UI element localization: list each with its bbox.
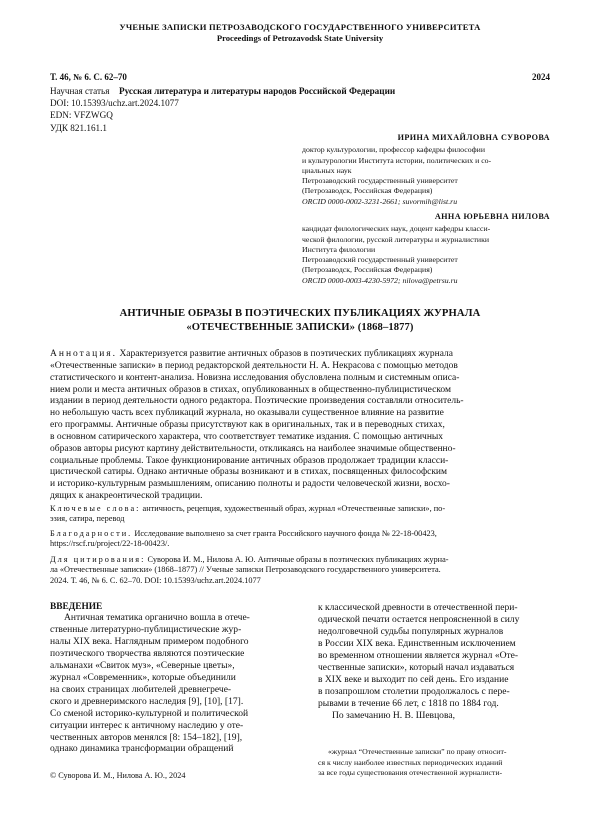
article-title-line-2: «ОТЕЧЕСТВЕННЫЕ ЗАПИСКИ» (1868–1877) <box>186 322 414 333</box>
author-block-2 <box>302 212 550 286</box>
article-section: Русская литература и литературы народов Российской Федерации <box>119 86 396 96</box>
abstract-line: в основном сатирического характера, что соответствует тематике издания. С помощью античных <box>50 431 444 442</box>
abstract-line: социальные проблемы. Такое функционирование античных образов продолжает традиции класси- <box>50 455 449 466</box>
acknowledgments-label: Благодарности. <box>50 529 133 538</box>
abstract-line: и историко-культурным размышлениям, описанию полноты и радости человеческой жизни, восхо- <box>50 479 450 490</box>
body-line: однако динамика трансформации обращений <box>50 743 234 755</box>
author-block-1 <box>302 133 550 207</box>
body-line: одической печати остается непроясненной в силу <box>318 613 520 625</box>
abstract-line: образов авторы рисуют картину действительности, откликаясь на наиболее значимые общественно- <box>50 443 456 454</box>
body-line: ского и древнеримского наследия [9], [10], [17]. <box>50 695 244 707</box>
author-name: ИРИНА МИХАЙЛОВНА СУВОРОВА <box>397 133 550 142</box>
body-line: в позапрошлом столетии продолжалось с пере- <box>318 685 510 697</box>
author-affiliation-line: доктор культурологии, профессор кафедры философии <box>302 145 486 155</box>
keywords <box>50 504 550 525</box>
body-line: поэтического творчества являются поэтические <box>50 647 245 659</box>
volume-info: Т. 46, № 6. С. 62–70 <box>50 72 127 82</box>
article-title <box>50 307 550 335</box>
author-affiliation-line: (Петрозаводск, Российская Федерация) <box>302 265 433 275</box>
article-title-line-1: АНТИЧНЫЕ ОБРАЗЫ В ПОЭТИЧЕСКИХ ПУБЛИКАЦИЯХ ЖУРНАЛА <box>119 308 481 319</box>
journal-subtitle: Proceedings of Petrozavodsk State University <box>216 33 384 43</box>
abstract-line: но небольшую часть всех публикаций журнала, но оказывали существенное влияние на развитие <box>50 408 444 419</box>
body-line: в России XIX века. Единственным исключением <box>318 637 516 649</box>
body-column-right <box>318 602 550 722</box>
author-affiliation-line: циальных наук <box>302 165 352 175</box>
citation-text: Суворова И. М., Нилова А. Ю. Античные образы в поэтических публикациях журна- <box>145 555 449 564</box>
quote-line: за все годы существования отечественной журналисти- <box>318 768 503 778</box>
journal-header <box>0 22 600 44</box>
acknowledgments-text: Исследование выполнено за счет гранта Российского научного фонда № 22-18-00423, <box>132 529 437 538</box>
body-line: недолговечной судьбы популярных журналов <box>318 625 504 637</box>
article-type-row <box>50 85 550 97</box>
acknowledgments <box>50 529 550 550</box>
author-affiliation-line: и культурологии Института истории, политических и со- <box>302 155 492 165</box>
body-line: рывами в течение 66 лет, с 1818 по 1884 год. <box>318 697 499 709</box>
citation-label: Для цитирования: <box>50 555 146 564</box>
copyright: © Суворова И. М., Нилова А. Ю., 2024 <box>50 771 186 780</box>
abstract-line: его программы. Античные образы присутствуют как в оригинальных, так и в переводных стихах, <box>50 420 445 431</box>
author-orcid-email[interactable]: ORCID 0000-0002-3231-2661; suvormih@list.ru <box>302 196 458 206</box>
journal-title: УЧЕНЫЕ ЗАПИСКИ ПЕТРОЗАВОДСКОГО ГОСУДАРСТВЕННОГО УНИВЕРСИТЕТА <box>119 22 481 32</box>
citation-text: ла «Отечественные записки» (1868–1877) // Ученые записки Петрозаводского государственного университета. <box>50 565 441 575</box>
abstract-line: цистической сатиры. Однако античные образы возникают и в стихах, посвященных философским <box>50 467 448 478</box>
block-quote <box>318 747 550 779</box>
abstract-line: нием роли и места античных образов в стихах, опубликованных в общественно-публицистическом <box>50 384 451 395</box>
citation-text: 2024. Т. 46, № 6. С. 62–70. DOI: 10.15393/uchz.art.2024.1077 <box>50 575 261 585</box>
edn: EDN: VFZWGQ <box>50 110 113 121</box>
citation <box>50 555 550 586</box>
author-affiliation-line: кандидат филологических наук, доцент кафедры класси- <box>302 224 491 234</box>
body-line: альманахи «Свиток муз», «Северные цветы», <box>50 659 235 671</box>
keywords-text: эзия, сатира, перевод <box>50 514 125 524</box>
publication-year: 2024 <box>532 72 550 82</box>
body-line: во временном отношении является журнал «Оте- <box>318 649 519 661</box>
author-affiliation-line: Петрозаводский государственный университет <box>302 255 458 265</box>
abstract-line: Характеризуется развитие античных образов в поэтических публикациях журнала <box>117 349 453 359</box>
abstract <box>50 349 550 503</box>
body-line: Со сменой историко-культурной и политической <box>50 707 249 719</box>
author-name: АННА ЮРЬЕВНА НИЛОВА <box>434 212 550 221</box>
author-affiliation-line: ческой филологии, русской литературы и журналистики <box>302 234 490 244</box>
body-line: чественных авторов менялся [8: 154–182], [19], <box>50 731 243 743</box>
abstract-line: «Отечественные записки» в период редакторской деятельности Н. А. Некрасова с помощью методов <box>50 360 458 371</box>
udk: УДК 821.161.1 <box>50 122 108 133</box>
body-line: ственные литературно-публицистические жур- <box>50 623 242 635</box>
body-line: ситуации интерес к античному наследию у оте- <box>50 719 244 731</box>
body-line: Античная тематика органично вошла в отече- <box>64 612 250 623</box>
abstract-label: Аннотация. <box>50 349 118 359</box>
section-heading-introduction: ВВЕДЕНИЕ <box>50 602 103 612</box>
keywords-label: Ключевые слова: <box>50 504 141 513</box>
author-affiliation-line: (Петрозаводск, Российская Федерация) <box>302 186 433 196</box>
body-line: на своих страницах любителей древнегрече- <box>50 683 232 695</box>
quote-line: ся к числу наиболее известных периодических изданий <box>318 757 503 767</box>
body-line: По замечанию Н. В. Шевцова, <box>332 709 455 721</box>
body-line: чественные записки», который начал издаваться <box>318 661 515 673</box>
keywords-text: античность, рецепция, художественный образ, журнал «Отечественные записки», по- <box>140 504 446 513</box>
body-line: в XIX веке и выходит по сей день. Его издание <box>318 673 509 685</box>
abstract-line: статистического и контент-анализа. Новизна исследования обусловлена полным и системным описа- <box>50 372 460 383</box>
abstract-line: издании в период деятельности одного редактора. Поэтические произведения составляли относитель- <box>50 396 464 407</box>
body-line: к классической древности в отечественной пери- <box>318 602 518 613</box>
grant-link[interactable]: https://rscf.ru/project/22-18-00423/. <box>50 539 170 549</box>
body-column-left <box>50 612 290 755</box>
doi[interactable]: DOI: 10.15393/uchz.art.2024.1077 <box>50 98 179 109</box>
article-type-label: Научная статья <box>50 86 110 96</box>
author-affiliation-line: Петрозаводский государственный университет <box>302 176 458 186</box>
abstract-line: дящих к анакреонтической традиции. <box>50 491 203 502</box>
body-line: журнал «Современник», которые объединили <box>50 671 236 683</box>
body-line: налы XIX века. Наглядным примером подобного <box>50 635 249 647</box>
quote-line: «журнал “Отечественные записки” по праву относит- <box>328 747 507 756</box>
author-affiliation-line: Института филологии <box>302 244 376 254</box>
author-orcid-email[interactable]: ORCID 0000-0003-4230-5972; nilova@petrsu.ru <box>302 275 458 285</box>
volume-line <box>50 72 550 84</box>
article-meta <box>50 85 550 134</box>
